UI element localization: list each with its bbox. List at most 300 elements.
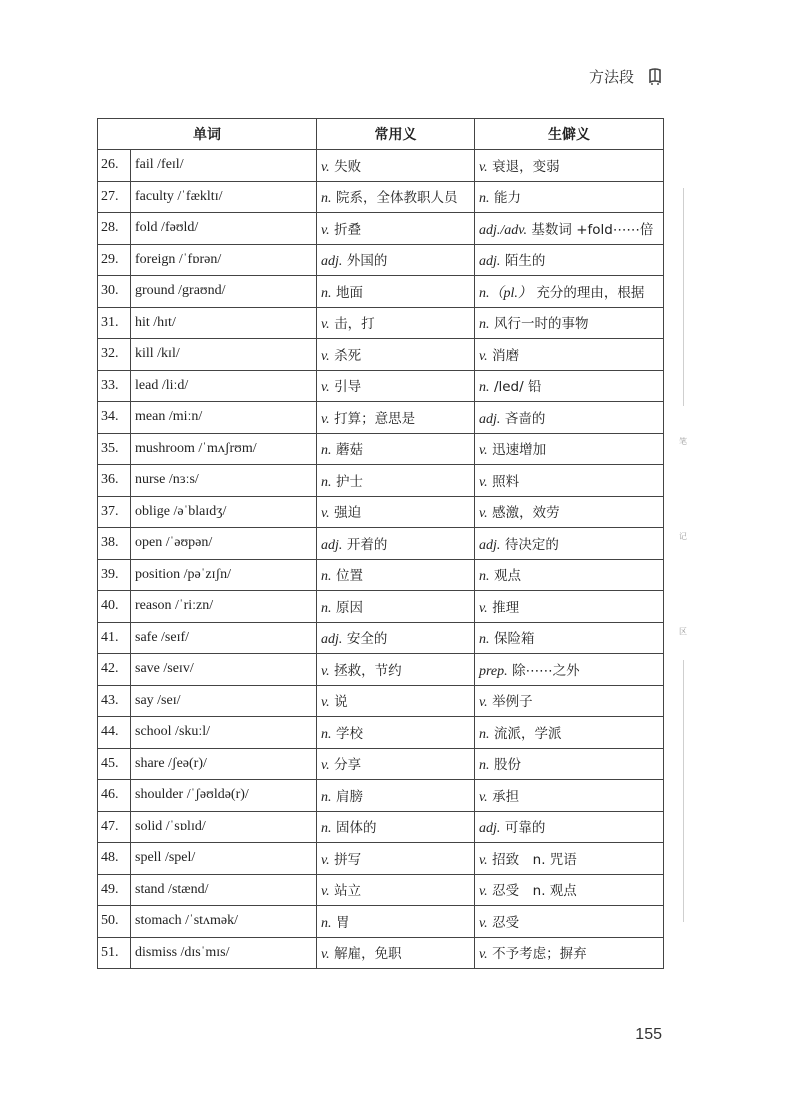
- part-of-speech: n.: [479, 317, 490, 333]
- part-of-speech: n.: [479, 191, 490, 207]
- definition: 肩膀: [335, 788, 363, 805]
- part-of-speech: v.: [321, 852, 330, 868]
- rare-meaning-cell: [475, 150, 664, 182]
- part-of-speech: n.: [321, 569, 332, 585]
- table-header-row: [98, 119, 664, 150]
- row-number: [98, 496, 131, 528]
- common-meaning-cell: [317, 465, 475, 497]
- part-of-speech: n.: [479, 758, 490, 774]
- row-number: [98, 843, 131, 875]
- part-of-speech: v.: [479, 884, 488, 900]
- part-of-speech: v.: [321, 758, 330, 774]
- definition: 蘑菇: [335, 442, 363, 459]
- definition: 不予考虑；摒弃: [492, 946, 587, 963]
- definition: 击，打: [334, 316, 375, 333]
- word-cell: [131, 811, 317, 843]
- rare-meaning-cell: [475, 717, 664, 749]
- definition: 原因: [335, 599, 363, 616]
- definition: 失败: [334, 158, 362, 175]
- part-of-speech: n.: [479, 726, 490, 742]
- rare-meaning-cell: [475, 622, 664, 654]
- part-of-speech: v.: [321, 317, 330, 333]
- definition: 固体的: [335, 820, 377, 837]
- word-text: kill /kɪl/: [135, 346, 180, 362]
- definition: 站立: [334, 883, 362, 900]
- row-number-text: 50.: [101, 913, 119, 929]
- rare-meaning-cell: [475, 906, 664, 938]
- part-of-speech: v.: [479, 348, 488, 364]
- word-text: say /seɪ/: [135, 692, 181, 708]
- row-number: [98, 906, 131, 938]
- row-number-text: 33.: [101, 377, 119, 393]
- book-icon: [648, 68, 662, 86]
- common-meaning-cell: [317, 559, 475, 591]
- definition: 感激，效劳: [492, 505, 560, 522]
- part-of-speech: v.: [479, 159, 488, 175]
- row-number-text: 35.: [101, 440, 119, 456]
- common-meaning-cell: [317, 685, 475, 717]
- rare-meaning-cell: [475, 496, 664, 528]
- table-body: [98, 150, 664, 969]
- definition: 基数词 +fold⋯⋯倍: [531, 221, 654, 238]
- row-number: [98, 307, 131, 339]
- row-number: [98, 654, 131, 686]
- part-of-speech: n.（pl.）: [479, 285, 532, 301]
- definition: 照料: [492, 473, 520, 490]
- word-text: share /ʃeə(r)/: [135, 755, 207, 771]
- word-text: stand /stænd/: [135, 881, 209, 897]
- part-of-speech: v.: [321, 411, 330, 427]
- part-of-speech: n.: [321, 789, 332, 805]
- common-meaning-cell: [317, 780, 475, 812]
- table-row: [98, 244, 664, 276]
- rare-meaning-cell: [475, 244, 664, 276]
- row-number-text: 26.: [101, 157, 119, 173]
- definition: 除⋯⋯之外: [512, 662, 580, 679]
- part-of-speech: v.: [479, 789, 488, 805]
- common-meaning-cell: [317, 874, 475, 906]
- table-row: [98, 591, 664, 623]
- common-meaning-cell: [317, 717, 475, 749]
- rare-meaning-cell: [475, 433, 664, 465]
- row-number-text: 34.: [101, 409, 119, 425]
- part-of-speech: v.: [479, 600, 488, 616]
- header-common-meaning: 常用义: [317, 119, 475, 150]
- definition: 迅速增加: [492, 442, 547, 459]
- word-cell: [131, 370, 317, 402]
- word-text: faculty /ˈfækltɪ/: [135, 188, 223, 204]
- row-number: [98, 181, 131, 213]
- word-cell: [131, 528, 317, 560]
- rare-meaning-cell: [475, 811, 664, 843]
- row-number: [98, 937, 131, 969]
- part-of-speech: adj.: [479, 254, 501, 270]
- word-cell: [131, 213, 317, 245]
- common-meaning-cell: [317, 496, 475, 528]
- rare-meaning-cell: [475, 780, 664, 812]
- common-meaning-cell: [317, 339, 475, 371]
- word-cell: [131, 402, 317, 434]
- part-of-speech: v.: [321, 222, 330, 238]
- part-of-speech: n.: [479, 632, 490, 648]
- row-number-text: 39.: [101, 566, 119, 582]
- common-meaning-cell: [317, 654, 475, 686]
- word-text: safe /seɪf/: [135, 629, 190, 645]
- row-number: [98, 150, 131, 182]
- rare-meaning-cell: [475, 528, 664, 560]
- part-of-speech: n.: [321, 474, 332, 490]
- row-number-text: 44.: [101, 724, 119, 740]
- row-number-text: 51.: [101, 944, 119, 960]
- row-number-text: 36.: [101, 472, 119, 488]
- word-text: ground /graʊnd/: [135, 283, 226, 299]
- row-number: [98, 213, 131, 245]
- row-number: [98, 402, 131, 434]
- definition: 护士: [335, 473, 363, 490]
- part-of-speech: adj.: [479, 411, 501, 427]
- part-of-speech: v.: [479, 852, 488, 868]
- part-of-speech: adj.: [321, 632, 343, 648]
- definition: 外国的: [346, 253, 388, 270]
- definition: 强迫: [334, 505, 362, 522]
- rare-meaning-cell: [475, 874, 664, 906]
- row-number: [98, 591, 131, 623]
- common-meaning-cell: [317, 622, 475, 654]
- row-number-text: 45.: [101, 755, 119, 771]
- word-cell: [131, 780, 317, 812]
- definition: 衰退，变弱: [492, 158, 560, 175]
- rare-meaning-cell: [475, 213, 664, 245]
- definition: 流派，学派: [493, 725, 562, 742]
- word-cell: [131, 906, 317, 938]
- word-cell: [131, 339, 317, 371]
- definition: 位置: [335, 568, 363, 585]
- part-of-speech: n.: [321, 285, 332, 301]
- word-cell: [131, 465, 317, 497]
- part-of-speech: v.: [479, 947, 488, 963]
- part-of-speech: v.: [321, 348, 330, 364]
- row-number-text: 32.: [101, 346, 119, 362]
- word-text: fail /feɪl/: [135, 157, 184, 173]
- common-meaning-cell: [317, 937, 475, 969]
- common-meaning-cell: [317, 748, 475, 780]
- definition: 招致 n. 咒语: [492, 851, 577, 868]
- word-text: save /seɪv/: [135, 661, 194, 677]
- row-number-text: 47.: [101, 818, 119, 834]
- row-number-text: 30.: [101, 283, 119, 299]
- part-of-speech: prep.: [479, 663, 508, 679]
- common-meaning-cell: [317, 150, 475, 182]
- part-of-speech: n.: [321, 915, 332, 931]
- row-number: [98, 685, 131, 717]
- page-number: 155: [635, 1026, 662, 1043]
- part-of-speech: v.: [479, 506, 488, 522]
- row-number: [98, 433, 131, 465]
- word-text: nurse /nɜːs/: [135, 472, 199, 488]
- definition: 地面: [335, 284, 363, 301]
- rare-meaning-cell: [475, 937, 664, 969]
- word-cell: [131, 150, 317, 182]
- table-row: [98, 339, 664, 371]
- row-number-text: 28.: [101, 220, 119, 236]
- row-number: [98, 465, 131, 497]
- word-text: hit /hɪt/: [135, 314, 176, 330]
- definition: 充分的理由，根据: [536, 284, 645, 301]
- rare-meaning-cell: [475, 339, 664, 371]
- row-number: [98, 244, 131, 276]
- side-margin-line: [683, 660, 684, 922]
- part-of-speech: n.: [321, 191, 332, 207]
- table-row: [98, 150, 664, 182]
- rare-meaning-cell: [475, 307, 664, 339]
- word-text: shoulder /ˈʃəʊldə(r)/: [135, 787, 249, 803]
- rare-meaning-cell: [475, 402, 664, 434]
- definition: 能力: [493, 190, 521, 207]
- rare-meaning-cell: [475, 465, 664, 497]
- part-of-speech: v.: [321, 663, 330, 679]
- common-meaning-cell: [317, 843, 475, 875]
- word-cell: [131, 244, 317, 276]
- part-of-speech: adj./adv.: [479, 222, 527, 238]
- part-of-speech: v.: [321, 159, 330, 175]
- header-word: 单词: [98, 119, 317, 150]
- part-of-speech: v.: [479, 474, 488, 490]
- row-number: [98, 874, 131, 906]
- table-row: [98, 276, 664, 308]
- row-number-text: 43.: [101, 692, 119, 708]
- word-cell: [131, 748, 317, 780]
- definition: 打算；意思是: [334, 410, 416, 427]
- vocabulary-table: [97, 118, 664, 969]
- row-number: [98, 717, 131, 749]
- page-header: [589, 66, 662, 87]
- part-of-speech: adj.: [479, 537, 501, 553]
- row-number-text: 31.: [101, 314, 119, 330]
- side-margin-line: [683, 188, 684, 406]
- table-row: [98, 874, 664, 906]
- row-number-text: 41.: [101, 629, 119, 645]
- definition: 吝啬的: [504, 410, 546, 427]
- table-row: [98, 559, 664, 591]
- word-cell: [131, 654, 317, 686]
- definition: 杀死: [334, 347, 362, 364]
- side-note-label: 记: [679, 532, 687, 541]
- row-number: [98, 339, 131, 371]
- rare-meaning-cell: [475, 181, 664, 213]
- row-number-text: 49.: [101, 881, 119, 897]
- common-meaning-cell: [317, 244, 475, 276]
- definition: 忍受 n. 观点: [492, 883, 577, 900]
- row-number-text: 37.: [101, 503, 119, 519]
- table-row: [98, 685, 664, 717]
- word-text: open /ˈəʊpən/: [135, 535, 213, 551]
- rare-meaning-cell: [475, 559, 664, 591]
- word-text: solid /ˈsɒlɪd/: [135, 818, 206, 834]
- row-number-text: 42.: [101, 661, 119, 677]
- definition: /led/ 铅: [493, 379, 542, 396]
- common-meaning-cell: [317, 181, 475, 213]
- definition: 观点: [493, 568, 521, 585]
- word-cell: [131, 181, 317, 213]
- definition: 可靠的: [504, 820, 546, 837]
- table-row: [98, 307, 664, 339]
- rare-meaning-cell: [475, 591, 664, 623]
- definition: 解雇，免职: [334, 946, 402, 963]
- table-row: [98, 402, 664, 434]
- definition: 举例子: [492, 694, 533, 711]
- definition: 折叠: [334, 221, 362, 238]
- rare-meaning-cell: [475, 843, 664, 875]
- word-cell: [131, 937, 317, 969]
- common-meaning-cell: [317, 276, 475, 308]
- table-row: [98, 433, 664, 465]
- common-meaning-cell: [317, 528, 475, 560]
- word-text: oblige /əˈblaɪdʒ/: [135, 503, 227, 519]
- definition: 引导: [334, 379, 362, 396]
- table-row: [98, 465, 664, 497]
- rare-meaning-cell: [475, 654, 664, 686]
- part-of-speech: n.: [321, 443, 332, 459]
- word-text: mushroom /ˈmʌʃrʊm/: [135, 440, 257, 456]
- word-text: mean /miːn/: [135, 409, 203, 425]
- row-number: [98, 559, 131, 591]
- rare-meaning-cell: [475, 748, 664, 780]
- word-cell: [131, 559, 317, 591]
- row-number: [98, 811, 131, 843]
- header-rare-meaning: 生僻义: [475, 119, 664, 150]
- row-number-text: 46.: [101, 787, 119, 803]
- part-of-speech: adj.: [321, 537, 343, 553]
- table-row: [98, 213, 664, 245]
- table-row: [98, 843, 664, 875]
- word-cell: [131, 591, 317, 623]
- part-of-speech: n.: [479, 569, 490, 585]
- definition: 开着的: [346, 536, 388, 553]
- part-of-speech: adj.: [321, 254, 343, 270]
- common-meaning-cell: [317, 402, 475, 434]
- word-cell: [131, 307, 317, 339]
- definition: 院系，全体教职人员: [335, 190, 458, 207]
- definition: 风行一时的事物: [493, 316, 589, 333]
- common-meaning-cell: [317, 307, 475, 339]
- word-cell: [131, 874, 317, 906]
- word-cell: [131, 276, 317, 308]
- part-of-speech: v.: [321, 947, 330, 963]
- part-of-speech: n.: [321, 821, 332, 837]
- word-text: spell /spel/: [135, 850, 196, 866]
- row-number: [98, 528, 131, 560]
- table-row: [98, 937, 664, 969]
- table-row: [98, 748, 664, 780]
- definition: 待决定的: [504, 536, 559, 553]
- part-of-speech: v.: [321, 380, 330, 396]
- word-cell: [131, 843, 317, 875]
- common-meaning-cell: [317, 370, 475, 402]
- table-row: [98, 906, 664, 938]
- common-meaning-cell: [317, 213, 475, 245]
- definition: 拼写: [334, 851, 362, 868]
- word-text: fold /fəʊld/: [135, 220, 199, 236]
- table-row: [98, 717, 664, 749]
- part-of-speech: v.: [321, 695, 330, 711]
- definition: 推理: [492, 599, 520, 616]
- table-row: [98, 780, 664, 812]
- definition: 说: [334, 694, 348, 711]
- row-number-text: 40.: [101, 598, 119, 614]
- word-text: reason /ˈriːzn/: [135, 598, 214, 614]
- table-row: [98, 181, 664, 213]
- word-cell: [131, 622, 317, 654]
- row-number: [98, 622, 131, 654]
- definition: 胃: [335, 914, 350, 931]
- row-number-text: 48.: [101, 850, 119, 866]
- definition: 分享: [334, 757, 362, 774]
- row-number-text: 29.: [101, 251, 119, 267]
- part-of-speech: n.: [479, 380, 490, 396]
- part-of-speech: v.: [479, 443, 488, 459]
- word-text: lead /liːd/: [135, 377, 189, 393]
- common-meaning-cell: [317, 906, 475, 938]
- rare-meaning-cell: [475, 685, 664, 717]
- word-text: position /pəˈzɪʃn/: [135, 566, 232, 582]
- part-of-speech: n.: [321, 726, 332, 742]
- part-of-speech: adj.: [479, 821, 501, 837]
- word-cell: [131, 685, 317, 717]
- table-row: [98, 496, 664, 528]
- side-note-label: 区: [679, 627, 687, 636]
- word-text: dismiss /dɪsˈmɪs/: [135, 944, 230, 960]
- word-text: foreign /ˈfɒrən/: [135, 251, 222, 267]
- table-row: [98, 654, 664, 686]
- part-of-speech: v.: [479, 695, 488, 711]
- common-meaning-cell: [317, 811, 475, 843]
- definition: 安全的: [346, 631, 388, 648]
- definition: 拯救，节约: [334, 662, 402, 679]
- definition: 股份: [493, 757, 521, 774]
- side-note-label: 笔: [679, 437, 687, 446]
- common-meaning-cell: [317, 591, 475, 623]
- table-row: [98, 370, 664, 402]
- definition: 学校: [335, 725, 363, 742]
- definition: 保险箱: [493, 631, 535, 648]
- definition: 陌生的: [504, 253, 546, 270]
- part-of-speech: n.: [321, 600, 332, 616]
- definition: 承担: [492, 788, 520, 805]
- definition: 消磨: [492, 347, 520, 364]
- word-cell: [131, 717, 317, 749]
- section-title: 方法段: [588, 68, 634, 86]
- word-text: stomach /ˈstʌmək/: [135, 913, 239, 929]
- rare-meaning-cell: [475, 370, 664, 402]
- rare-meaning-cell: [475, 276, 664, 308]
- row-number: [98, 370, 131, 402]
- definition: 忍受: [492, 914, 520, 931]
- table-row: [98, 622, 664, 654]
- row-number: [98, 276, 131, 308]
- row-number: [98, 780, 131, 812]
- row-number: [98, 748, 131, 780]
- row-number-text: 38.: [101, 535, 119, 551]
- row-number-text: 27.: [101, 188, 119, 204]
- table-row: [98, 811, 664, 843]
- word-cell: [131, 433, 317, 465]
- part-of-speech: v.: [321, 506, 330, 522]
- table-row: [98, 528, 664, 560]
- part-of-speech: v.: [321, 884, 330, 900]
- part-of-speech: v.: [479, 915, 488, 931]
- word-cell: [131, 496, 317, 528]
- word-text: school /skuːl/: [135, 724, 211, 740]
